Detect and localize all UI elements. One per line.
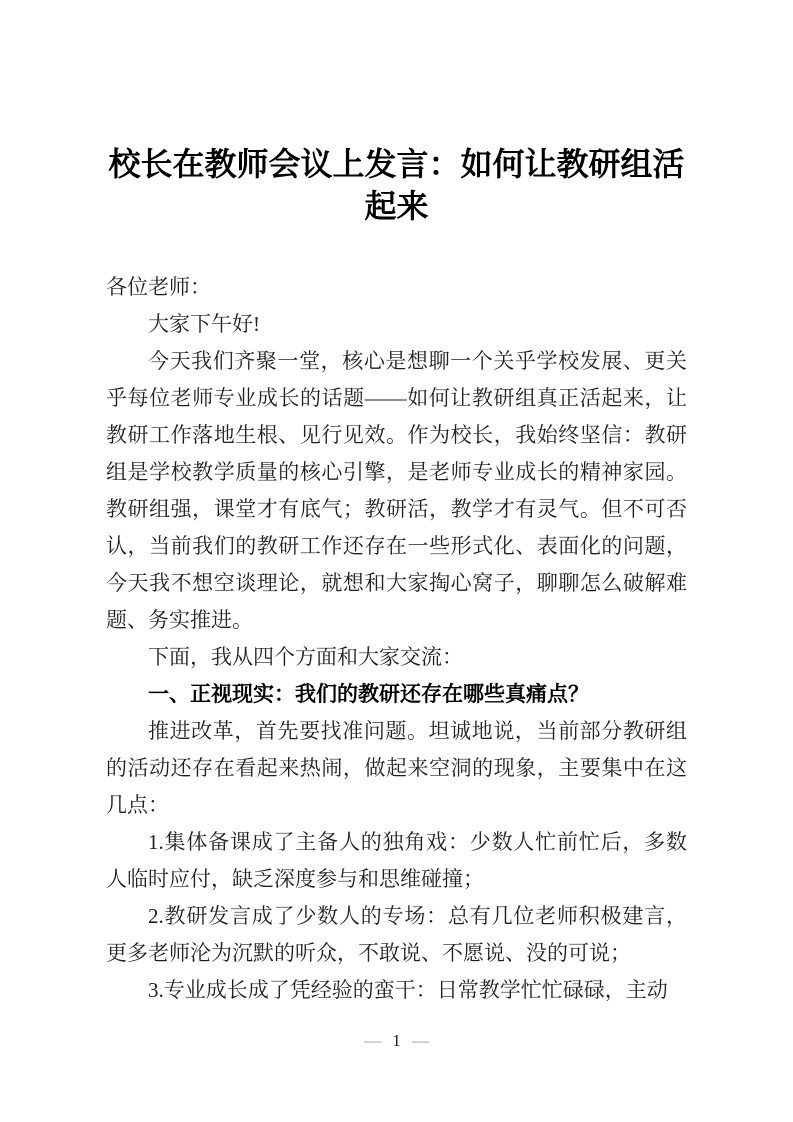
page-number-dash-left: — [364,1031,382,1050]
section-heading: 一、正视现实：我们的教研还存在哪些真痛点？ [148,683,589,706]
page-number-dash-right: — [411,1031,429,1050]
paragraph: 3.专业成长成了凭经验的蛮干：日常教学忙忙碌碌，主动 [148,978,668,1002]
document-content [106,143,687,1009]
paragraph-list [106,269,687,1009]
paragraph: 2.教研发言成了少数人的专场：总有几位老师积极建言，更多老师沦为沉默的听众，不敢说、不愿说、没的可说； [106,904,687,965]
paragraph: 推进改革，首先要找准问题。坦诚地说，当前部分教研组的活动还存在看起来热闹，做起来空洞的现象，主要集中在这几点： [106,719,687,817]
page-number: 1 [392,1031,401,1050]
paragraph: 各位老师： [106,275,211,299]
paragraph: 下面，我从四个方面和大家交流： [148,645,463,669]
document-title: 校长在教师会议上发言：如何让教研组活起来 [108,146,685,224]
paragraph: 大家下午好! [148,312,260,336]
page-footer [0,1031,793,1051]
paragraph: 今天我们齐聚一堂，核心是想聊一个关乎学校发展、更关乎每位老师专业成长的话题——如何让教研组真正活起来，让教研工作落地生根、见行见效。作为校长，我始终坚信：教研组是学校教学质量的核心引擎，是老师专业成长的精神家园。教研组强，课堂才有底气；教研活，教学才有灵气。但不可否认，当前我们的教研工作还存在一些形式化、表面化的问题，今天我不想空谈理论，就想和大家掏心窝子，聊聊怎么破解难题、务实推进。 [106,349,687,632]
paragraph: 1.集体备课成了主备人的独角戏：少数人忙前忙后，多数人临时应付，缺乏深度参与和思维碰撞； [106,830,687,891]
